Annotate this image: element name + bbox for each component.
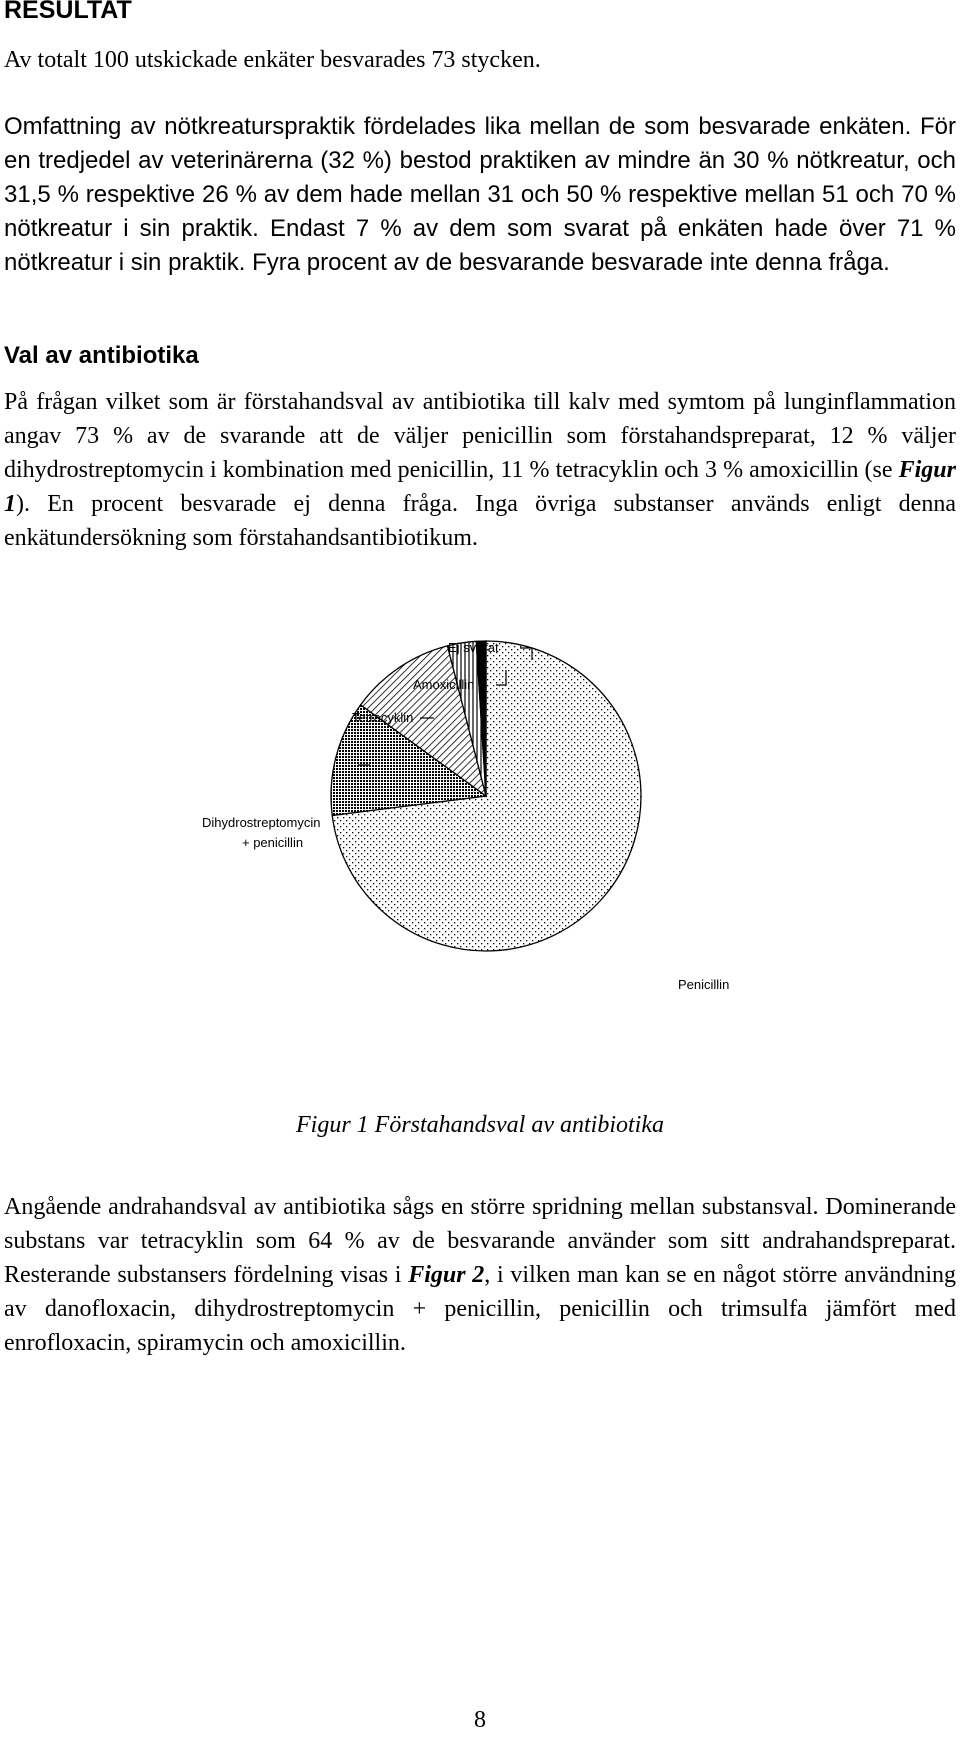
subheading-antibiotics: Val av antibiotika bbox=[4, 342, 199, 369]
antibiotics-paragraph bbox=[4, 385, 956, 555]
paragraph-text: Angående andrahandsval av antibiotika sågs en större spridning mellan substansval. Dominerande substans var tetracyklin som 64 % av de besvarande använder som sitt andrahandspreparat. Resterande substansers fördelning visas i bbox=[4, 1194, 956, 1288]
label-penicillin: Penicillin bbox=[678, 977, 730, 992]
figure-ref-word: Figur bbox=[898, 457, 956, 483]
paragraph-text: , i vilken man kan se en något större användning av danofloxacin, dihydrostreptomycin + penicillin, penicillin och trimsulfa jämfört med enrofloxacin, spiramycin och amoxicillin. bbox=[4, 1262, 956, 1356]
practice-paragraph: Omfattning av nötkreaturspraktik fördelades lika mellan de som besvarade enkäten. För en tredjedel av veterinärerna (32 %) bestod praktiken av mindre än 30 % nötkreatur, och 31,5 % respektive 26 % av dem hade mellan 31 och 50 % respektive mellan 51 och 70 % nötkreatur i sin praktik. Endast 7 % av dem som svarat på enkäten hade över 71 % nötkreatur i sin praktik. Fyra procent av de besvarande besvarade inte denna fråga. bbox=[4, 113, 956, 276]
label-plus-penicillin: + penicillin bbox=[242, 835, 304, 850]
pie-chart bbox=[0, 630, 960, 1120]
figure-ref-number: 1 bbox=[4, 491, 16, 517]
paragraph-text: På frågan vilket som är förstahandsval av antibiotika till kalv med symtom på lunginflammation angav 73 % av de svarande att de väljer penicillin som förstahandspreparat, 12 % väljer dihydrostreptomycin i kombination med penicillin, 11 % tetracyklin och 3 % amoxicillin (se bbox=[4, 389, 956, 483]
page-number: 8 bbox=[474, 1707, 486, 1733]
figure-reference[interactable] bbox=[408, 1262, 484, 1288]
label-ej-svarat: Ej svarat bbox=[448, 640, 499, 655]
label-tetracyklin: Tetracyklin bbox=[352, 710, 414, 725]
label-dihydrostreptomycin: Dihydrostreptomycin bbox=[202, 815, 321, 830]
figure-ref-word: Figur bbox=[408, 1262, 466, 1288]
intro-paragraph: Av totalt 100 utskickade enkäter besvarades 73 stycken. bbox=[4, 47, 541, 73]
second-choice-paragraph bbox=[4, 1190, 956, 1360]
figure-caption: Figur 1 Förstahandsval av antibiotika bbox=[296, 1112, 664, 1138]
paragraph-text: ). En procent besvarade ej denna fråga. Inga övriga substanser används enligt denna enkätundersökning som förstahandsantibiotikum. bbox=[4, 491, 956, 551]
figure-ref-number: 2 bbox=[472, 1262, 485, 1288]
label-amoxicillin: Amoxicillin bbox=[413, 677, 475, 692]
section-title: RESULTAT bbox=[4, 0, 132, 24]
